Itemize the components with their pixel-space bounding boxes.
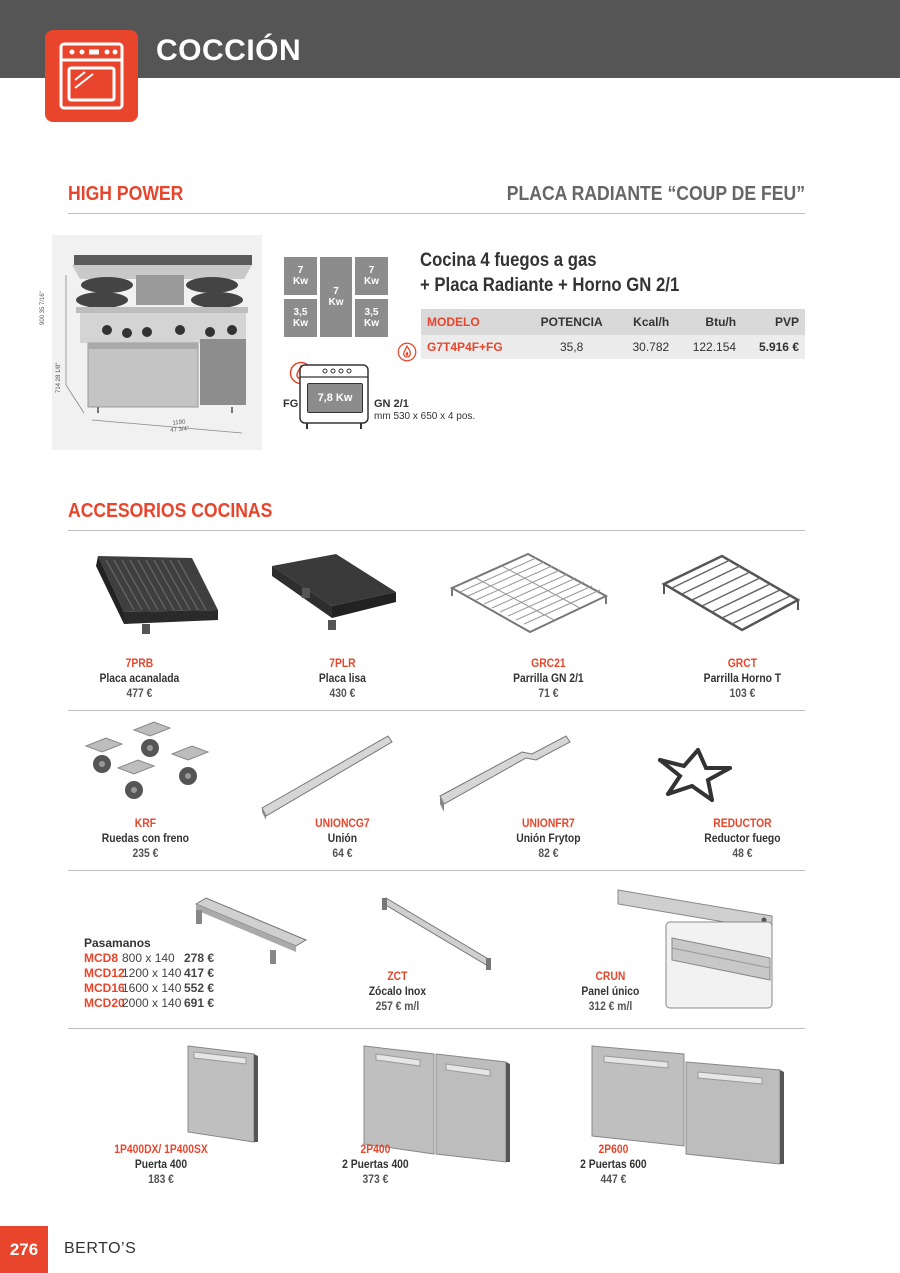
row-divider <box>68 870 805 871</box>
list-item: MCD202000 x 140 691 € <box>84 996 215 1010</box>
dim-width: 1190 47 3/4" <box>170 419 190 434</box>
burner-bottom-left: 3,5 Kw <box>284 299 317 337</box>
list-item: 7PLR Placa lisa 430 € <box>318 656 366 700</box>
page-number: 276 <box>0 1226 48 1273</box>
row-divider <box>68 1028 805 1029</box>
burner-top-left: 7 Kw <box>284 257 317 295</box>
cell-btu: 122.154 <box>675 335 742 359</box>
list-item: 2P600 2 Puertas 600 447 € <box>580 1142 647 1186</box>
fg-label: FG <box>283 398 299 410</box>
list-item: UNIONFR7 Unión Frytop 82 € <box>516 816 581 860</box>
brand-name: BERTO’S <box>64 1240 137 1257</box>
oven-power-label: 7,8 Kw <box>307 383 363 413</box>
burner-top-right: 7 Kw <box>355 257 388 295</box>
table-row <box>421 335 805 359</box>
col-modelo: MODELO <box>421 309 527 335</box>
gn-size: mm 530 x 650 x 4 pos. <box>374 411 476 422</box>
list-item: KRF Ruedas con freno 235 € <box>101 816 189 860</box>
list-item: REDUCTOR Reductor fuego 48 € <box>704 816 781 860</box>
cooker-image <box>52 235 262 450</box>
row-divider <box>68 710 805 711</box>
cell-pvp: 5.916 € <box>742 335 805 359</box>
pasamanos-list <box>84 936 214 1011</box>
burner-center-plate: 7 Kw <box>320 257 352 337</box>
spec-table <box>421 309 805 359</box>
list-item: UNIONCG7 Unión 64 € <box>315 816 370 860</box>
reductor-image <box>650 738 740 808</box>
gas-flame-icon <box>397 342 417 362</box>
burner-bottom-right: 3,5 Kw <box>355 299 388 337</box>
union-image <box>258 730 398 822</box>
dim-height: 900 35 7/16" <box>40 291 46 325</box>
ruedas-image <box>78 718 223 810</box>
dim-depth: 714 28 1/8" <box>56 362 62 393</box>
col-kcal: Kcal/h <box>616 309 675 335</box>
placa-lisa-image <box>262 548 402 648</box>
cell-model: G7T4P4F+FG <box>421 335 527 359</box>
list-item: 1P400DX/ 1P400SX Puerta 400 183 € <box>114 1142 208 1186</box>
page-title: COCCIÓN <box>156 34 302 67</box>
placa-acanalada-image <box>84 548 224 648</box>
list-item: MCD8 800 x 140 278 € <box>84 951 215 965</box>
puerta-400-image <box>186 1044 261 1144</box>
zocalo-image <box>378 890 498 972</box>
list-item: 7PRB Placa acanalada 477 € <box>99 656 180 700</box>
pasamanos-title: Pasamanos <box>84 936 151 950</box>
list-item: GRC21 Parrilla GN 2/1 71 € <box>513 656 584 700</box>
list-item: MCD121200 x 140 417 € <box>84 966 215 980</box>
col-btu: Btu/h <box>675 309 742 335</box>
col-pvp: PVP <box>742 309 805 335</box>
product-title: Cocina 4 fuegos a gas + Placa Radiante + Horno GN 2/1 <box>420 250 680 296</box>
oven-icon <box>45 30 138 122</box>
list-item: GRCT Parrilla Horno T 103 € <box>703 656 782 700</box>
section-title-accesorios: ACCESORIOS COCINAS <box>68 500 273 522</box>
parrilla-gn-image <box>446 548 611 643</box>
parrilla-horno-image <box>656 550 806 642</box>
list-item: 2P400 2 Puertas 400 373 € <box>342 1142 409 1186</box>
section-divider <box>68 213 805 214</box>
gn-label: GN 2/1 <box>374 398 409 410</box>
spec-table-header <box>421 309 805 335</box>
section-title-high-power: HIGH POWER <box>68 183 184 205</box>
col-potencia: POTENCIA <box>527 309 616 335</box>
section-title-placa-radiante: PLACA RADIANTE “COUP DE FEU” <box>506 183 805 205</box>
section-divider <box>68 530 805 531</box>
cell-potencia: 35,8 <box>527 335 616 359</box>
list-item: ZCT Zócalo Inox 257 € m/l <box>368 969 427 1013</box>
list-item: MCD161600 x 140 552 € <box>84 981 215 995</box>
cell-kcal: 30.782 <box>616 335 675 359</box>
union-frytop-image <box>436 730 576 822</box>
list-item: CRUN Panel único 312 € m/l <box>581 969 640 1013</box>
